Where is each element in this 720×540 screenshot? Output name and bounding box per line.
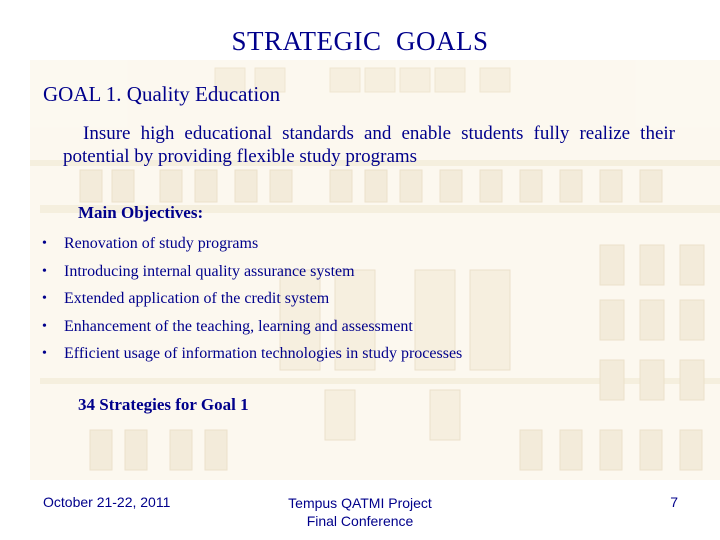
objective-item: [40, 287, 462, 315]
objective-text: Extended application of the credit system: [64, 290, 330, 308]
slide-title: STRATEGIC GOALS: [231, 26, 489, 56]
objective-item: [40, 232, 462, 260]
footer-project-line2: Final Conference: [306, 513, 414, 529]
objective-text: Introducing internal quality assurance system: [64, 262, 355, 280]
bullet-icon: •: [42, 236, 47, 251]
strategies-note: 34 Strategies for Goal 1: [78, 395, 249, 414]
objective-text: Renovation of study programs: [64, 235, 259, 252]
footer-date: October 21-22, 2011: [43, 494, 171, 510]
objective-item: [40, 315, 462, 343]
footer-project: [250, 494, 470, 530]
bullet-icon: •: [42, 291, 47, 307]
objectives-heading: Main Objectives:: [78, 203, 204, 222]
objective-item: [40, 342, 462, 370]
goal-heading: GOAL 1. Quality Education: [43, 82, 281, 106]
page-number: 7: [670, 494, 678, 510]
bullet-icon: •: [42, 346, 47, 362]
footer-project-line1: Tempus QATMI Project: [288, 495, 432, 511]
objective-text: Efficient usage of information technologies in study processes: [64, 345, 463, 363]
objective-text: Enhancement of the teaching, learning and assessment: [64, 317, 413, 335]
goal-description: Insure high educational standards and enable students fully realize their potential by providing flexible study programs: [63, 123, 675, 167]
bullet-icon: •: [42, 263, 47, 279]
objectives-list: [40, 232, 462, 370]
bullet-icon: •: [42, 318, 47, 334]
objective-item: [40, 260, 462, 288]
